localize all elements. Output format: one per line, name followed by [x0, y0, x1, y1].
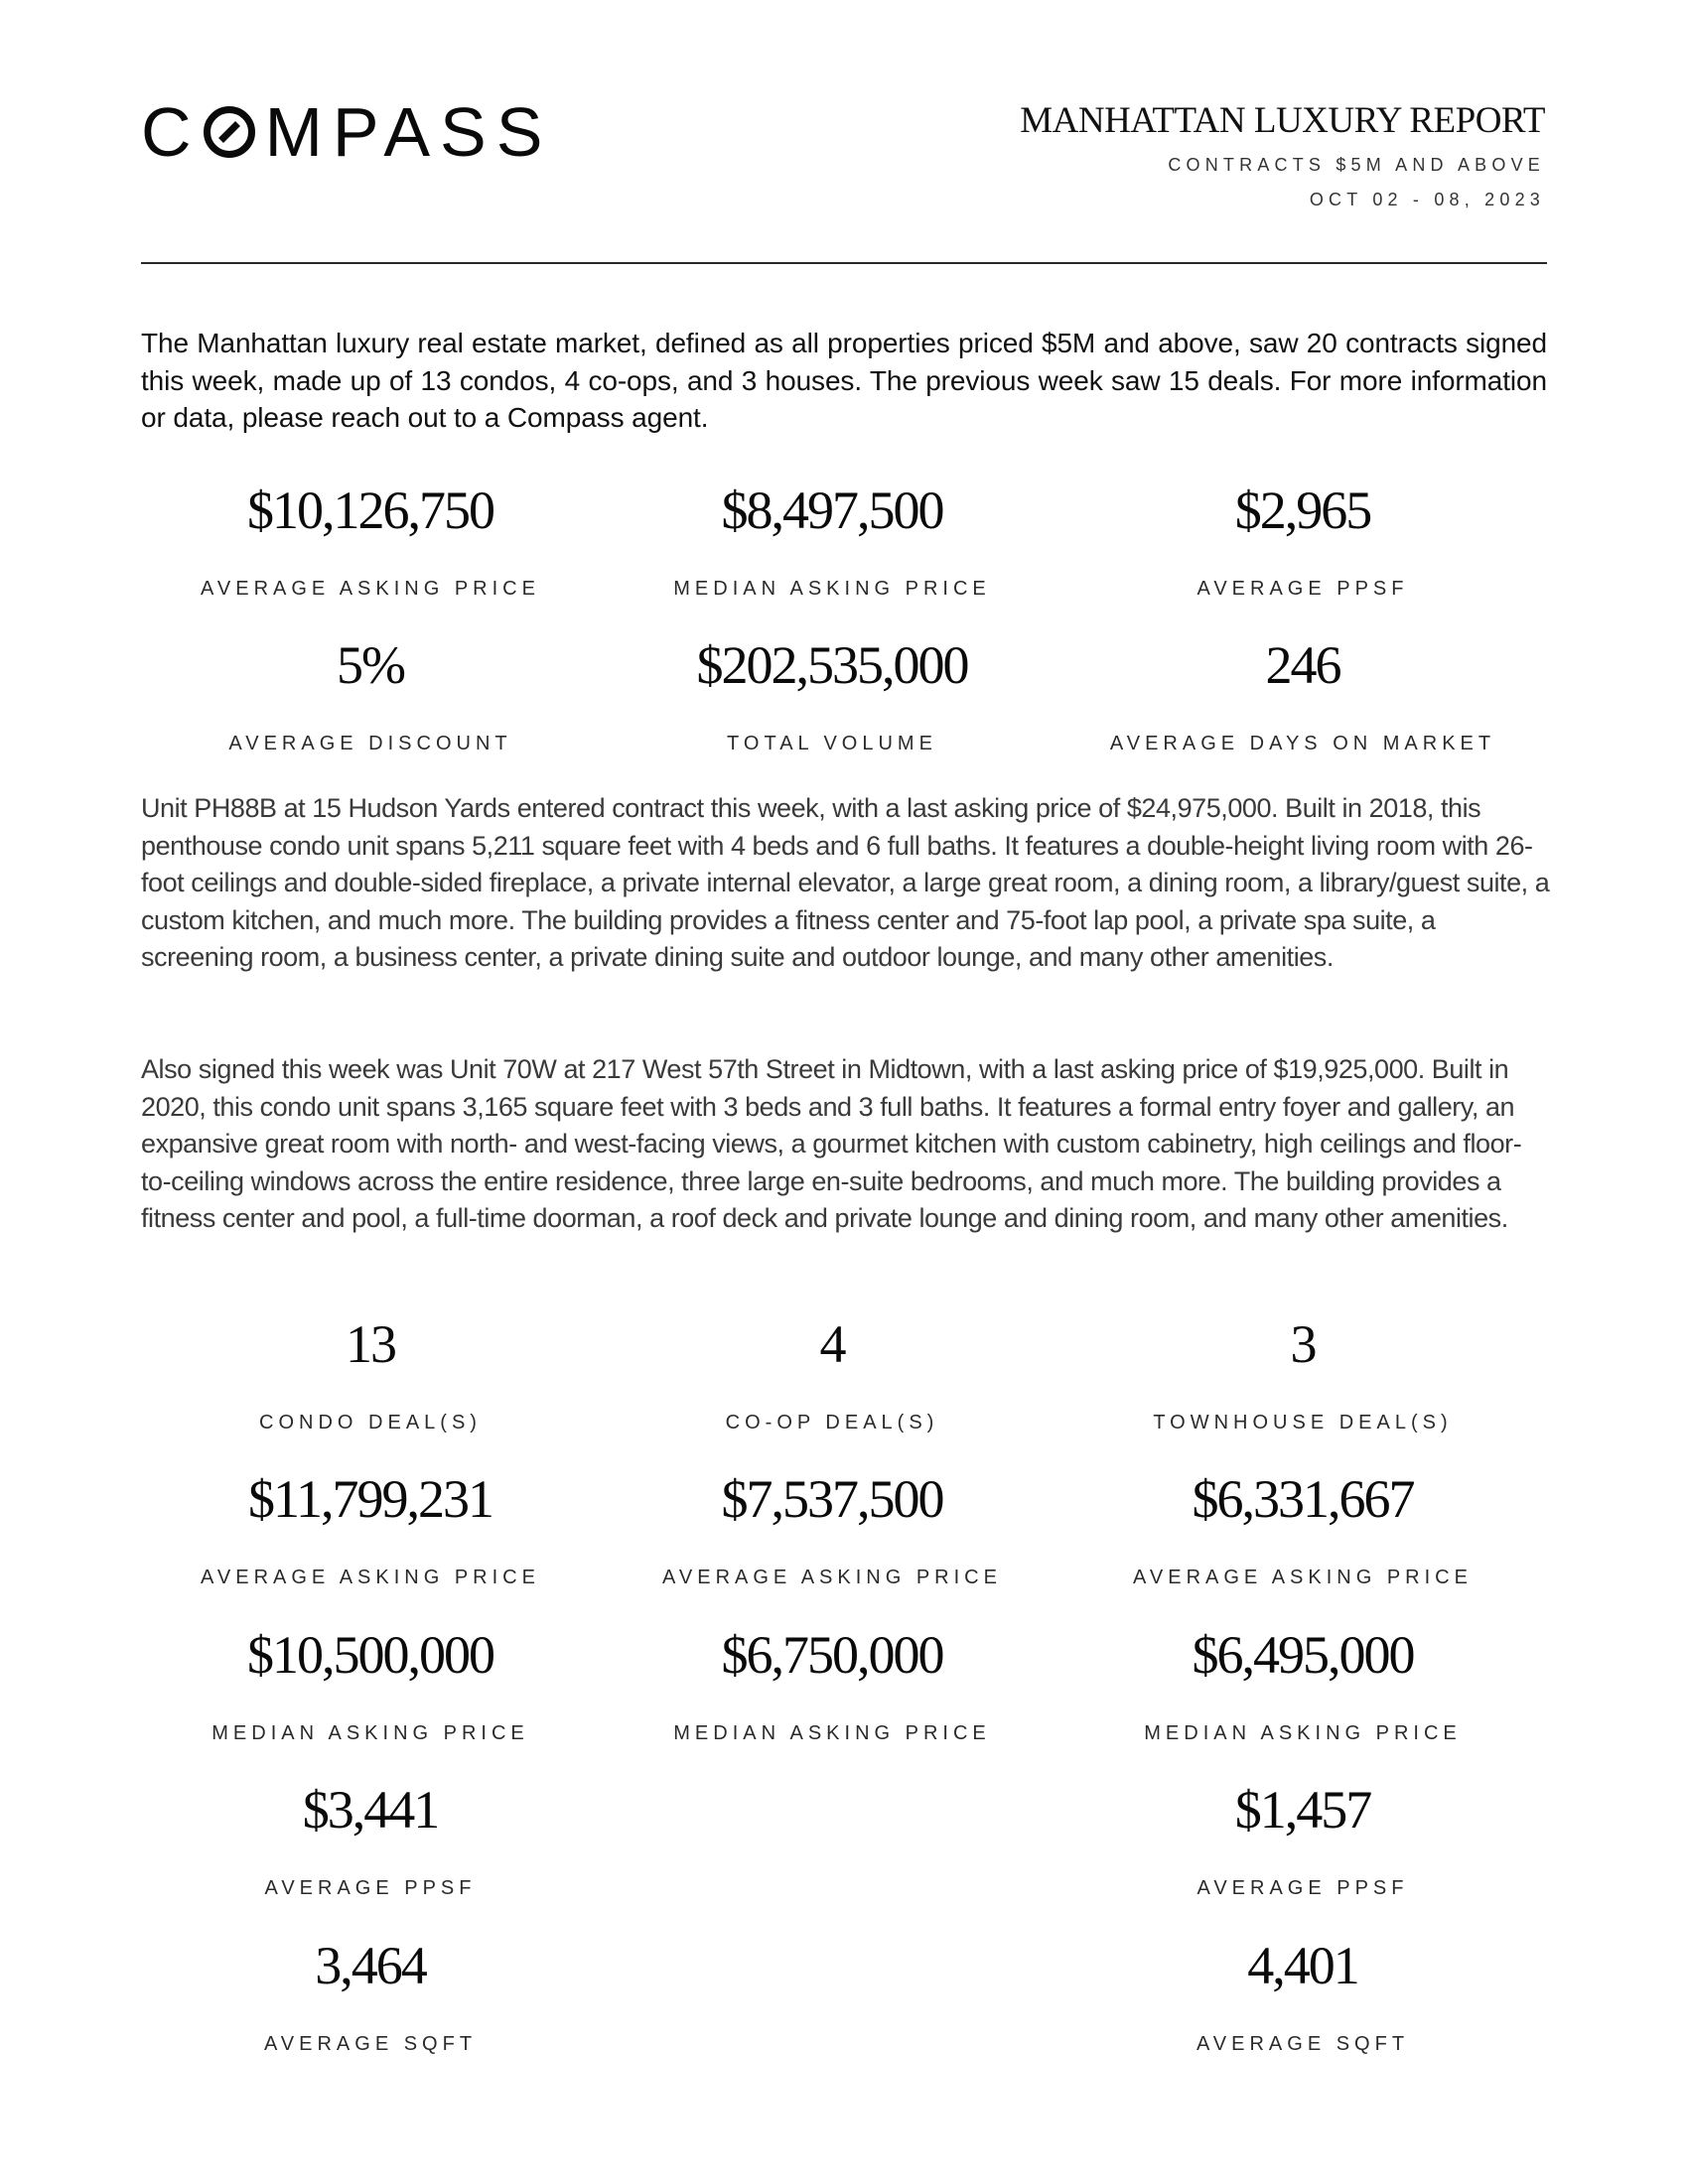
stat-value: $10,500,000 — [247, 1625, 493, 1685]
stat-value: 5% — [337, 635, 404, 695]
stat-total-volume — [604, 635, 1060, 755]
condo-deals — [142, 1314, 599, 1434]
stat-median-asking-price — [604, 480, 1060, 601]
stat-value: $8,497,500 — [721, 480, 943, 540]
highlight-paragraph-west-57th: Also signed this week was Unit 70W at 217 West 57th Street in Midtown, with a last asking price of $19,925,000. Built in 2020, this condo unit spans 3,165 square feet with 3 beds and 3 full baths. It features a formal entry foyer and gallery, an expansive great room with north- and west-facing views, a gourmet kitchen with custom cabinetry, high ceilings and floor-to-ceiling windows across the entire residence, three large en-suite bedrooms, and much more. The building provides a fitness center and pool, a full-time doorman, a roof deck and private lounge and dining room, and many other amenities. — [141, 1054, 1522, 1233]
stat-value: $1,457 — [1234, 1780, 1371, 1840]
report-title: MANHATTAN LUXURY REPORT — [1020, 100, 1545, 141]
stat-label: TOWNHOUSE DEAL(S) — [1153, 1412, 1453, 1433]
compass-logo — [141, 93, 553, 171]
stat-value: 3,464 — [315, 1936, 426, 1995]
stat-average-asking-price — [142, 480, 599, 601]
stat-value: $6,331,667 — [1192, 1469, 1414, 1529]
stat-average-ppsf — [1074, 480, 1531, 601]
townhouse-median-asking-price — [1074, 1625, 1531, 1745]
highlight-paragraph-hudson-yards: Unit PH88B at 15 Hudson Yards entered contract this week, with a last asking price of $24,975,000. Built in 2018, this penthouse condo unit spans 5,211 square feet with 4 beds and 6 full baths. It features a double-height living room with 26-foot ceilings and double-sided fireplace, a private internal elevator, a large great room, a dining room, a library/guest suite, a custom kitchen, and much more. The building provides a fitness center and 75-foot lap pool, a private spa suite, a screening room, a business center, a private dining suite and outdoor lounge, and many other amenities. — [141, 793, 1550, 972]
condo-median-asking-price — [142, 1625, 599, 1745]
report-subtitle: CONTRACTS $5M AND ABOVE — [1168, 155, 1545, 175]
coop-median-asking-price — [604, 1625, 1060, 1745]
condo-average-asking-price — [142, 1469, 599, 1589]
stat-value: 13 — [346, 1314, 395, 1374]
stat-label: AVERAGE ASKING PRICE — [662, 1567, 1002, 1588]
report-date-range: OCT 02 - 08, 2023 — [1309, 190, 1545, 209]
stat-value: 3 — [1290, 1314, 1316, 1374]
townhouse-average-ppsf — [1074, 1780, 1531, 1900]
stat-average-days-on-market — [1074, 635, 1531, 755]
stat-label: AVERAGE ASKING PRICE — [201, 1567, 540, 1588]
stat-label: MEDIAN ASKING PRICE — [211, 1722, 529, 1744]
header-divider — [141, 262, 1547, 264]
stat-label: AVERAGE ASKING PRICE — [201, 578, 540, 600]
stat-label: MEDIAN ASKING PRICE — [673, 1722, 991, 1744]
townhouse-deals — [1074, 1314, 1531, 1434]
compass-needle-icon — [204, 106, 255, 158]
stat-value: $202,535,000 — [696, 635, 968, 695]
intro-paragraph: The Manhattan luxury real estate market, defined as all properties priced $5M and above, saw 20 contracts signed this week, made up of 13 condos, 4 co-ops, and 3 houses. The previous week saw 15 deals. For more information or data, please reach out to a Compass agent. — [141, 328, 1547, 433]
stat-label: MEDIAN ASKING PRICE — [1144, 1722, 1462, 1744]
stat-label: AVERAGE PPSF — [264, 1877, 477, 1899]
logo-wordmark — [141, 93, 553, 171]
stat-value: 246 — [1265, 635, 1340, 695]
logo-letter-c: C — [141, 93, 202, 171]
logo-letters-mpass: MPASS — [264, 93, 553, 171]
stat-label: AVERAGE PPSF — [1196, 578, 1409, 600]
stat-value: $6,750,000 — [721, 1625, 943, 1685]
stat-label: AVERAGE DISCOUNT — [228, 733, 512, 754]
condo-average-ppsf — [142, 1780, 599, 1900]
condo-average-sqft — [142, 1936, 599, 2056]
stat-label: AVERAGE PPSF — [1196, 1877, 1409, 1899]
stat-value: $11,799,231 — [248, 1469, 492, 1529]
stat-value: 4,401 — [1247, 1936, 1358, 1995]
townhouse-average-asking-price — [1074, 1469, 1531, 1589]
stat-value: $6,495,000 — [1192, 1625, 1414, 1685]
stat-value: $10,126,750 — [247, 480, 493, 540]
coop-average-asking-price — [604, 1469, 1060, 1589]
stat-average-discount — [142, 635, 599, 755]
stat-label: AVERAGE SQFT — [263, 2033, 478, 2055]
stat-label: TOTAL VOLUME — [727, 733, 937, 754]
stat-value: 4 — [819, 1314, 845, 1374]
stat-value: $7,537,500 — [721, 1469, 943, 1529]
coop-deals — [604, 1314, 1060, 1434]
townhouse-average-sqft — [1074, 1936, 1531, 2056]
stat-label: AVERAGE DAYS ON MARKET — [1109, 733, 1496, 754]
stat-label: MEDIAN ASKING PRICE — [673, 578, 991, 600]
stat-value: $2,965 — [1234, 480, 1371, 540]
stat-label: CONDO DEAL(S) — [259, 1412, 482, 1433]
stat-label: CO-OP DEAL(S) — [725, 1412, 939, 1433]
stat-label: AVERAGE ASKING PRICE — [1133, 1567, 1473, 1588]
stat-value: $3,441 — [302, 1780, 439, 1840]
stat-label: AVERAGE SQFT — [1196, 2033, 1410, 2055]
